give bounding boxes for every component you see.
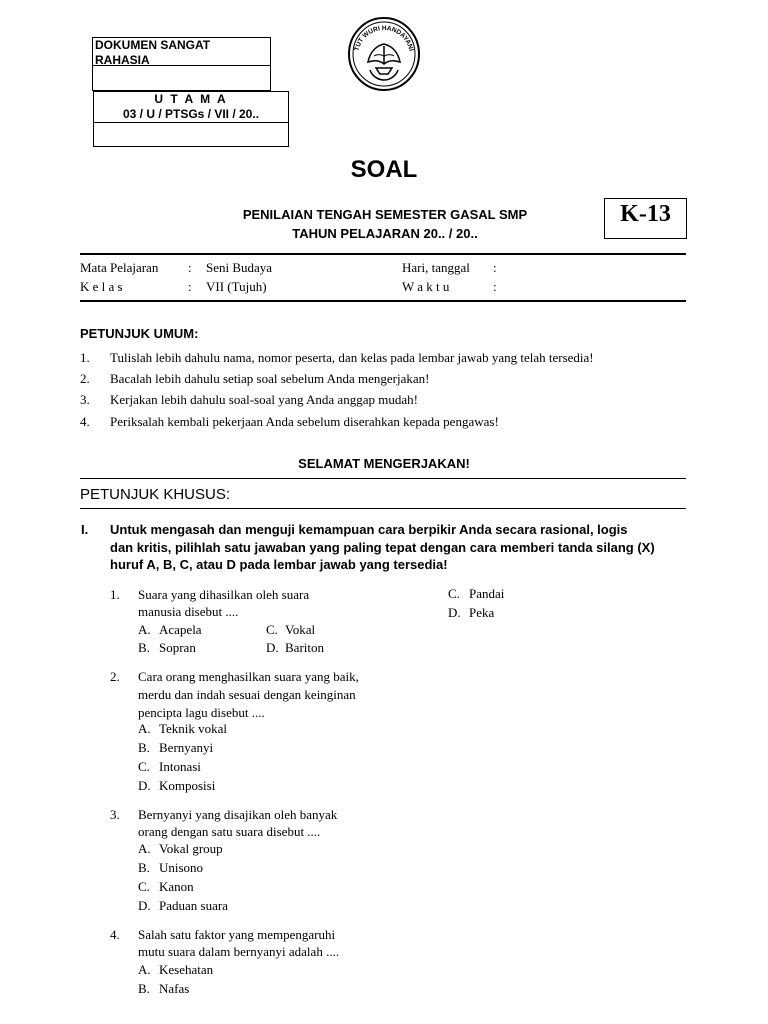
section-instruction: huruf A, B, C, atau D pada lembar jawab yang tersedia! xyxy=(110,557,448,572)
option-key: A. xyxy=(138,622,151,637)
divider-info xyxy=(80,300,686,302)
question-text: merdu dan indah sesuai dengan keinginan xyxy=(138,687,356,702)
rule-text: Bacalah lebih dahulu setiap soal sebelum Anda mengerjakan! xyxy=(110,371,430,386)
tut-wuri-handayani-logo xyxy=(346,16,422,92)
option-text: Pandai xyxy=(469,586,505,601)
question-number: 2. xyxy=(110,669,120,684)
section-instruction: dan kritis, pilihlah satu jawaban yang paling tepat dengan cara memberi tanda silang (X) xyxy=(110,540,655,555)
option-text: Nafas xyxy=(159,981,190,996)
option-key: C. xyxy=(138,759,150,774)
utama-box xyxy=(93,91,289,147)
curriculum-box xyxy=(604,198,687,239)
question-number: 3. xyxy=(110,807,120,822)
general-instructions-heading: PETUNJUK UMUM: xyxy=(80,326,199,341)
utama-title: U T A M A xyxy=(154,92,228,106)
class-colon: : xyxy=(188,279,192,294)
rule-text: Tulislah lebih dahulu nama, nomor peserta, dan kelas pada lembar jawab yang telah tersedia! xyxy=(110,350,594,365)
option-text: Bernyanyi xyxy=(159,740,214,755)
option-text: Teknik vokal xyxy=(159,721,228,736)
confidential-label: DOKUMEN SANGAT RAHASIA xyxy=(95,38,211,67)
option-text: Sopran xyxy=(159,640,196,655)
question-text: pencipta lagu disebut .... xyxy=(138,705,265,720)
option-text: Unisono xyxy=(159,860,204,875)
divider-special xyxy=(80,478,686,479)
option-key: B. xyxy=(138,740,150,755)
divider-top xyxy=(80,253,686,255)
question-number: 4. xyxy=(110,927,120,942)
special-instructions-heading: PETUNJUK KHUSUS: xyxy=(80,486,231,503)
question-text: mutu suara dalam bernyanyi adalah .... xyxy=(138,944,340,959)
question-text: Suara yang dihasilkan oleh suara xyxy=(138,587,310,602)
logo-text: TUT WURI HANDAYANI xyxy=(353,24,415,52)
section-instruction: Untuk mengasah dan menguji kemampuan cara berpikir Anda secara rasional, logis xyxy=(110,522,628,537)
option-text: Komposisi xyxy=(159,778,216,793)
option-text: Kanon xyxy=(159,879,194,894)
rule-number: 3. xyxy=(80,392,90,407)
option-text: Peka xyxy=(469,605,495,620)
time-label: W a k t u xyxy=(402,279,450,294)
question-text: orang dengan satu suara disebut .... xyxy=(138,824,321,839)
option-text: Vokal xyxy=(285,622,316,637)
question-text: Salah satu faktor yang mempengaruhi xyxy=(138,927,336,942)
time-colon: : xyxy=(493,279,497,294)
option-key: A. xyxy=(138,962,151,977)
divider-special-bottom xyxy=(80,508,686,509)
question-text: manusia disebut .... xyxy=(138,604,239,619)
subject-label: Mata Pelajaran xyxy=(80,260,159,275)
option-key: B. xyxy=(138,981,150,996)
option-text: Vokal group xyxy=(159,841,223,856)
option-text: Paduan suara xyxy=(159,898,228,913)
rule-number: 4. xyxy=(80,414,90,429)
date-colon: : xyxy=(493,260,497,275)
option-key: C. xyxy=(448,586,460,601)
option-text: Bariton xyxy=(285,640,324,655)
page-title: SOAL xyxy=(350,156,418,183)
option-key: D. xyxy=(138,898,151,913)
rule-number: 2. xyxy=(80,371,90,386)
option-text: Kesehatan xyxy=(159,962,214,977)
option-text: Acapela xyxy=(159,622,202,637)
option-key: D. xyxy=(266,640,279,655)
rule-text: Periksalah kembali pekerjaan Anda sebelum diserahkan kepada pengawas! xyxy=(110,414,499,429)
option-key: B. xyxy=(138,640,150,655)
question-text: Bernyanyi yang disajikan oleh banyak xyxy=(138,807,338,822)
subject-value: Seni Budaya xyxy=(206,260,273,275)
option-key: A. xyxy=(138,721,151,736)
class-label: K e l a s xyxy=(80,279,123,294)
option-text: Intonasi xyxy=(159,759,201,774)
option-key: C. xyxy=(266,622,278,637)
curriculum-label: K-13 xyxy=(620,201,671,227)
rule-text: Kerjakan lebih dahulu soal-soal yang Anda anggap mudah! xyxy=(110,392,418,407)
option-key: D. xyxy=(448,605,461,620)
subject-colon: : xyxy=(188,260,192,275)
option-key: B. xyxy=(138,860,150,875)
utama-code: 03 / U / PTSGs / VII / 20.. xyxy=(122,107,260,121)
academic-year: TAHUN PELAJARAN 20.. / 20.. xyxy=(292,226,478,241)
option-key: C. xyxy=(138,879,150,894)
rule-number: 1. xyxy=(80,350,90,365)
question-text: Cara orang menghasilkan suara yang baik, xyxy=(138,669,359,684)
date-label: Hari, tanggal xyxy=(402,260,470,275)
confidential-box xyxy=(92,37,271,91)
option-key: A. xyxy=(138,841,151,856)
class-value: VII (Tujuh) xyxy=(206,279,267,294)
exam-title: PENILAIAN TENGAH SEMESTER GASAL SMP xyxy=(242,207,528,222)
closing-message: SELAMAT MENGERJAKAN! xyxy=(298,456,470,471)
option-key: D. xyxy=(138,778,151,793)
section-number: I. xyxy=(81,522,89,537)
question-number: 1. xyxy=(110,587,120,602)
